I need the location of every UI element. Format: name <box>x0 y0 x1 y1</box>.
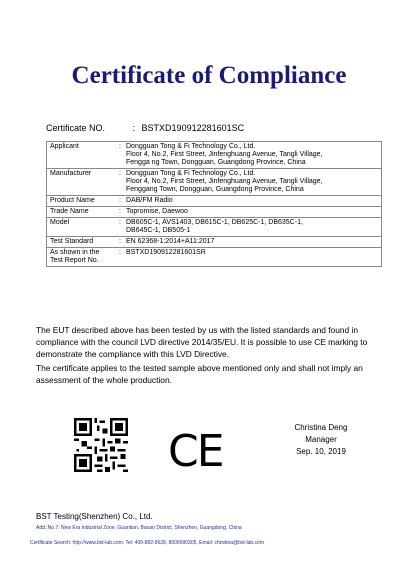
info-row-label: Manufacturer <box>47 169 118 196</box>
info-row-line: DB645C-1, DB505-1 <box>126 227 191 234</box>
signatory-name: Christina Deng <box>294 423 348 432</box>
compliance-paragraph: The EUT described above has been tested by us with the listed standards and found in compliance with the council LVD directive 2014/35/EU. It is possible to use CE marking to demonstrate the compliance with this LVD Directive. <box>36 325 368 359</box>
info-row-line: Fenggang Town, Dongguan, Guangdong Province, China <box>126 186 304 193</box>
info-row-value <box>123 196 382 207</box>
info-row-colon: : <box>117 248 123 267</box>
info-row-value <box>123 218 382 237</box>
info-row-line: DB605C-1, AVS1403, DB615C-1, DB625C-1, DB635C-1, <box>126 219 303 226</box>
info-row-label: Applicant <box>47 142 118 169</box>
info-row-line: Dongguan Tong & Fi Technology Co., Ltd. <box>126 143 256 150</box>
info-row-label: Model <box>47 218 118 237</box>
info-row-colon: : <box>117 218 123 237</box>
company-name: BST Testing(Shenzhen) Co., Ltd. <box>36 512 153 521</box>
info-row <box>47 169 382 196</box>
info-row-colon: : <box>117 142 123 169</box>
info-row <box>47 237 382 248</box>
info-row-label: As shown in the Test Report No. <box>47 248 118 267</box>
info-row-colon: : <box>117 237 123 248</box>
certificate-number-value: BSTXD190912281601SC <box>141 123 245 133</box>
info-row-value <box>123 207 382 218</box>
info-row-label: Test Standard <box>47 237 118 248</box>
info-row-line: Floor 4, No.2, First Street, Jinfenghuang Avenue, Tangli Village, <box>126 178 323 185</box>
signature-block <box>280 422 362 458</box>
info-row-line: Dongguan Tong & Fi Technology Co., Ltd. <box>126 170 256 177</box>
info-row-line: Topromise, Daewoo <box>126 208 188 215</box>
info-row <box>47 196 382 207</box>
certificate-search-line: Certificate Search: http://www.bst-lab.com, Tel: 400-882-9628, 8009990305, Email: christina@bst-lab.com <box>30 540 264 546</box>
company-address: Add.:No.7, New Era Industrial Zone, Guantian, Baoan District, Shenzhen, Guangdong, China <box>36 525 242 531</box>
signature-date: Sep. 10, 2019 <box>296 447 346 456</box>
info-row-value <box>123 248 382 267</box>
certificate-number-label: Certificate NO. <box>46 123 106 133</box>
info-row-line: BSTXD190912281601SR <box>126 249 206 256</box>
ce-mark: CE <box>168 426 223 477</box>
certificate-number-row <box>46 123 244 133</box>
scope-paragraph: The certificate applies to the tested sample above mentioned only and shall not imply an assessment of the whole production. <box>36 363 363 385</box>
info-row-value <box>123 169 382 196</box>
info-row-colon: : <box>117 196 123 207</box>
info-row-line: Fengga ng Town, Dongguan, Guangdong Province, China <box>126 159 306 166</box>
info-row <box>47 248 382 267</box>
info-row-value <box>123 142 382 169</box>
info-row-colon: : <box>117 207 123 218</box>
info-row <box>47 207 382 218</box>
info-row <box>47 218 382 237</box>
qr-code-icon <box>74 418 128 472</box>
info-row-value <box>123 237 382 248</box>
info-row-label: Trade Name <box>47 207 118 218</box>
certificate-info-table <box>46 141 382 267</box>
info-row-label: Product Name <box>47 196 118 207</box>
certificate-number-colon: : <box>132 123 136 133</box>
info-row-line: DAB/FM Radio <box>126 197 173 204</box>
info-row-line: EN 62368-1:2014+A11:2017 <box>126 238 215 245</box>
info-row-colon: : <box>117 169 123 196</box>
signatory-role: Manager <box>305 435 337 444</box>
info-row <box>47 142 382 169</box>
certificate-title: Certificate of Compliance <box>71 62 347 89</box>
info-row-line: Floor 4, No.2, First Street, Jinfenghuang Avenue, Tangli Village, <box>126 151 323 158</box>
